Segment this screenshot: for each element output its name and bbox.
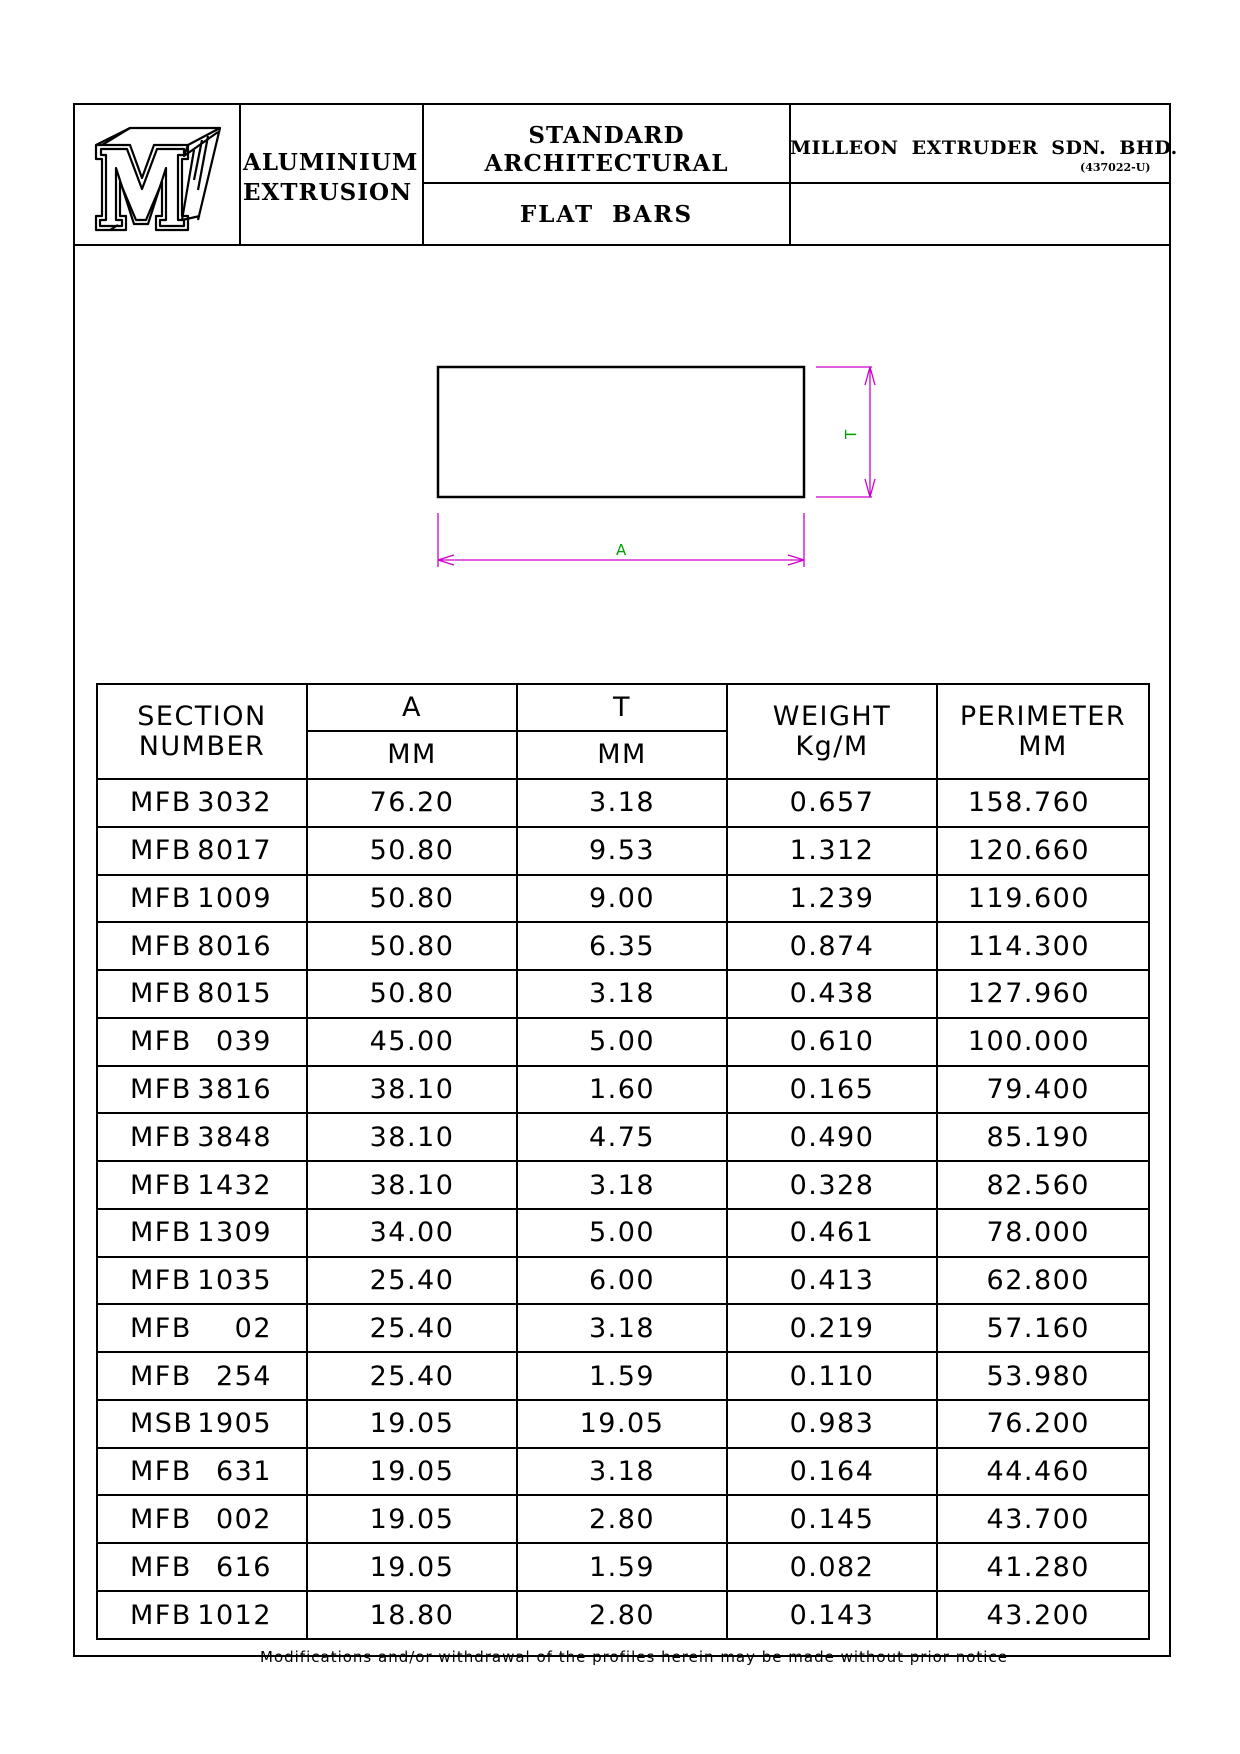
cell-perimeter: 82.560 <box>937 1161 1149 1209</box>
cell-weight: 0.164 <box>727 1448 937 1496</box>
series-line-2: ARCHITECTURAL <box>484 150 729 177</box>
cell-t: 19.05 <box>517 1400 727 1448</box>
cell-section-number <box>97 1066 307 1114</box>
table-row <box>97 1400 1149 1448</box>
cell-weight: 0.874 <box>727 922 937 970</box>
section-code: 1905 <box>197 1408 272 1440</box>
cell-section-number <box>97 827 307 875</box>
cell-t: 3.18 <box>517 1448 727 1496</box>
section-prefix: MFB <box>130 1169 192 1201</box>
cell-section-number <box>97 1400 307 1448</box>
company-registration: (437022-U) <box>1080 161 1151 174</box>
cell-perimeter: 62.800 <box>937 1257 1149 1305</box>
header-weight-line-1: WEIGHT <box>772 700 892 732</box>
cell-weight: 0.657 <box>727 779 937 827</box>
cell-perimeter: 43.700 <box>937 1495 1149 1543</box>
section-code: 8016 <box>197 930 272 962</box>
section-code: 631 <box>215 1456 272 1488</box>
cell-weight: 1.239 <box>727 875 937 923</box>
cell-perimeter: 41.280 <box>937 1543 1149 1591</box>
cell-section-number <box>97 1257 307 1305</box>
header-a: A <box>307 684 517 731</box>
cell-a: 50.80 <box>307 875 517 923</box>
cell-a: 19.05 <box>307 1495 517 1543</box>
cell-section-number <box>97 1018 307 1066</box>
section-prefix: MFB <box>130 1073 192 1105</box>
cell-weight: 0.219 <box>727 1304 937 1352</box>
category-title <box>241 145 423 211</box>
section-code: 254 <box>215 1360 272 1392</box>
cell-perimeter: 78.000 <box>937 1209 1149 1257</box>
section-prefix: MFB <box>130 978 192 1010</box>
table-row <box>97 1209 1149 1257</box>
section-prefix: MFB <box>130 1360 192 1392</box>
cell-a: 38.10 <box>307 1161 517 1209</box>
section-code: 1035 <box>197 1265 272 1297</box>
table-row <box>97 970 1149 1018</box>
header-section-line-1: SECTION <box>137 700 267 732</box>
table-row <box>97 1543 1149 1591</box>
cell-perimeter: 57.160 <box>937 1304 1149 1352</box>
section-code: 616 <box>215 1551 272 1583</box>
company-logo <box>90 120 225 240</box>
header-weight-line-2: Kg/M <box>795 730 869 762</box>
header-a-unit: MM <box>307 731 517 779</box>
section-prefix: MFB <box>130 835 192 867</box>
cell-section-number <box>97 1113 307 1161</box>
cell-weight: 0.461 <box>727 1209 937 1257</box>
cell-a: 45.00 <box>307 1018 517 1066</box>
cell-weight: 0.438 <box>727 970 937 1018</box>
cell-t: 9.00 <box>517 875 727 923</box>
cell-section-number <box>97 1304 307 1352</box>
cell-perimeter: 76.200 <box>937 1400 1149 1448</box>
header-weight <box>727 684 937 779</box>
section-code: 1432 <box>197 1169 272 1201</box>
cell-weight: 0.490 <box>727 1113 937 1161</box>
section-code: 1009 <box>197 882 272 914</box>
table-body <box>97 779 1149 1639</box>
cell-a: 25.40 <box>307 1304 517 1352</box>
cell-t: 3.18 <box>517 1161 727 1209</box>
header-bottom-rule <box>73 244 1171 246</box>
cell-perimeter: 100.000 <box>937 1018 1149 1066</box>
cell-section-number <box>97 1495 307 1543</box>
cell-section-number <box>97 1209 307 1257</box>
section-code: 3848 <box>197 1121 272 1153</box>
cell-a: 50.80 <box>307 922 517 970</box>
cell-perimeter: 53.980 <box>937 1352 1149 1400</box>
section-prefix: MSB <box>130 1408 194 1440</box>
cell-weight: 0.145 <box>727 1495 937 1543</box>
company-name: MILLEON EXTRUDER SDN. BHD. <box>790 137 1178 159</box>
cell-t: 1.59 <box>517 1352 727 1400</box>
cell-weight: 0.165 <box>727 1066 937 1114</box>
cell-weight: 0.610 <box>727 1018 937 1066</box>
cell-weight: 0.082 <box>727 1543 937 1591</box>
section-prefix: MFB <box>130 1265 192 1297</box>
section-code: 1012 <box>197 1599 272 1631</box>
table-row <box>97 1257 1149 1305</box>
cell-perimeter: 43.200 <box>937 1591 1149 1639</box>
cell-weight: 0.143 <box>727 1591 937 1639</box>
cell-perimeter: 158.760 <box>937 779 1149 827</box>
cell-a: 19.05 <box>307 1448 517 1496</box>
table-row <box>97 1495 1149 1543</box>
header-t-unit: MM <box>517 731 727 779</box>
flat-bar-table <box>96 683 1150 1640</box>
header-section-line-2: NUMBER <box>138 730 266 762</box>
flat-bar-drawing <box>420 355 920 575</box>
section-code: 002 <box>215 1503 272 1535</box>
section-prefix: MFB <box>130 1312 192 1344</box>
series-line-1: STANDARD <box>528 122 685 149</box>
cell-a: 25.40 <box>307 1352 517 1400</box>
category-line-1: ALUMINIUM <box>243 149 419 176</box>
cell-section-number <box>97 1161 307 1209</box>
header-perimeter-line-1: PERIMETER <box>959 700 1127 732</box>
cell-section-number <box>97 1448 307 1496</box>
table-row <box>97 1066 1149 1114</box>
cell-weight: 0.328 <box>727 1161 937 1209</box>
series-title <box>424 118 789 182</box>
flat-bar-profile <box>438 367 804 497</box>
cell-perimeter: 85.190 <box>937 1113 1149 1161</box>
section-code: 3816 <box>197 1073 272 1105</box>
dimension-t-label: T <box>842 429 860 439</box>
cell-t: 3.18 <box>517 1304 727 1352</box>
cell-t: 1.59 <box>517 1543 727 1591</box>
cell-weight: 0.983 <box>727 1400 937 1448</box>
cell-section-number <box>97 779 307 827</box>
product-title: FLAT BARS <box>519 200 694 228</box>
section-code: 1309 <box>197 1217 272 1249</box>
cell-perimeter: 127.960 <box>937 970 1149 1018</box>
header-divider-3 <box>789 103 791 245</box>
header-perimeter <box>937 684 1149 779</box>
cell-weight: 0.413 <box>727 1257 937 1305</box>
cell-section-number <box>97 970 307 1018</box>
section-prefix: MFB <box>130 1503 192 1535</box>
table-row <box>97 1113 1149 1161</box>
cell-a: 18.80 <box>307 1591 517 1639</box>
header-perimeter-line-2: MM <box>1018 730 1068 762</box>
section-prefix: MFB <box>130 1121 192 1153</box>
header-section-number <box>97 684 307 779</box>
cell-t: 1.60 <box>517 1066 727 1114</box>
section-prefix: MFB <box>130 1456 192 1488</box>
table-row <box>97 1591 1149 1639</box>
cell-perimeter: 79.400 <box>937 1066 1149 1114</box>
cell-a: 38.10 <box>307 1066 517 1114</box>
cell-section-number <box>97 1543 307 1591</box>
cell-a: 34.00 <box>307 1209 517 1257</box>
section-code: 039 <box>215 1026 272 1058</box>
category-line-2: EXTRUSION <box>243 179 413 206</box>
cell-t: 4.75 <box>517 1113 727 1161</box>
cell-perimeter: 114.300 <box>937 922 1149 970</box>
cell-a: 19.05 <box>307 1543 517 1591</box>
cell-t: 3.18 <box>517 779 727 827</box>
cell-a: 19.05 <box>307 1400 517 1448</box>
section-code: 02 <box>234 1312 272 1344</box>
cell-section-number <box>97 875 307 923</box>
table-row <box>97 827 1149 875</box>
cell-weight: 1.312 <box>727 827 937 875</box>
cell-perimeter: 120.660 <box>937 827 1149 875</box>
table-row <box>97 779 1149 827</box>
section-prefix: MFB <box>130 1217 192 1249</box>
section-prefix: MFB <box>130 930 192 962</box>
cell-t: 5.00 <box>517 1018 727 1066</box>
section-prefix: MFB <box>130 882 192 914</box>
section-prefix: MFB <box>130 1026 192 1058</box>
header-t: T <box>517 684 727 731</box>
table-row <box>97 875 1149 923</box>
cell-section-number <box>97 922 307 970</box>
table-row <box>97 1304 1149 1352</box>
cell-t: 3.18 <box>517 970 727 1018</box>
cell-section-number <box>97 1352 307 1400</box>
cell-a: 76.20 <box>307 779 517 827</box>
dimension-a-label: A <box>616 541 627 559</box>
section-prefix: MFB <box>130 787 192 819</box>
table-row <box>97 1161 1149 1209</box>
cell-perimeter: 119.600 <box>937 875 1149 923</box>
section-code: 8015 <box>197 978 272 1010</box>
cell-t: 6.00 <box>517 1257 727 1305</box>
cell-weight: 0.110 <box>727 1352 937 1400</box>
table-row <box>97 1352 1149 1400</box>
section-code: 3032 <box>197 787 272 819</box>
table-row <box>97 922 1149 970</box>
section-code: 8017 <box>197 835 272 867</box>
cell-perimeter: 44.460 <box>937 1448 1149 1496</box>
cell-t: 5.00 <box>517 1209 727 1257</box>
footer-note: Modifications and/or withdrawal of the profiles herein may be made without prior notice <box>260 1648 1008 1666</box>
cell-a: 50.80 <box>307 827 517 875</box>
cell-t: 9.53 <box>517 827 727 875</box>
cell-t: 2.80 <box>517 1495 727 1543</box>
section-prefix: MFB <box>130 1551 192 1583</box>
cell-a: 50.80 <box>307 970 517 1018</box>
cell-a: 38.10 <box>307 1113 517 1161</box>
table-row <box>97 1018 1149 1066</box>
table-row <box>97 1448 1149 1496</box>
section-prefix: MFB <box>130 1599 192 1631</box>
cell-section-number <box>97 1591 307 1639</box>
cell-t: 2.80 <box>517 1591 727 1639</box>
cell-t: 6.35 <box>517 922 727 970</box>
cell-a: 25.40 <box>307 1257 517 1305</box>
